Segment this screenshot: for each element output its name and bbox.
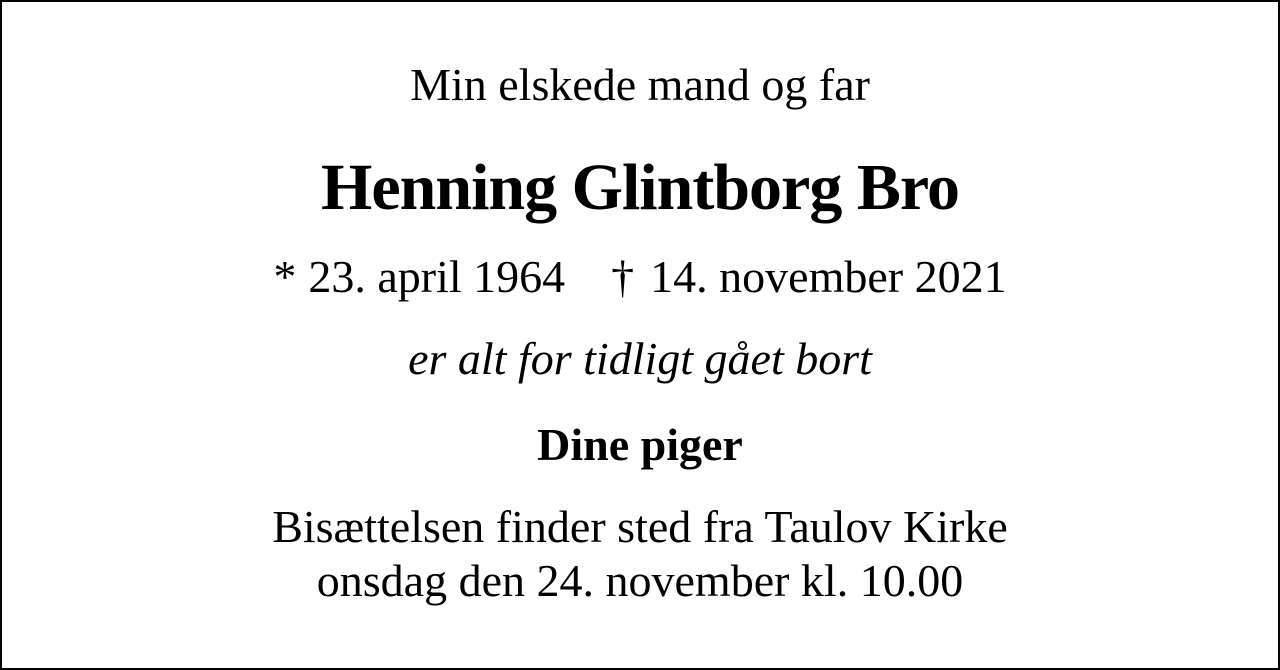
signature-line: Dine piger — [537, 419, 743, 470]
death-date: 14. november 2021 — [650, 251, 1007, 302]
death-dagger-symbol: † — [611, 251, 635, 302]
funeral-location-line: Bisættelsen finder sted fra Taulov Kirke — [272, 501, 1008, 552]
funeral-info — [272, 500, 1008, 608]
deceased-name: Henning Glintborg Bro — [321, 151, 959, 224]
dates-line — [273, 250, 1006, 304]
birth-symbol: * — [273, 251, 297, 302]
intro-line: Min elskede mand og far — [410, 59, 870, 110]
funeral-datetime-line: onsdag den 24. november kl. 10.00 — [316, 555, 964, 606]
birth-date: 23. april 1964 — [308, 251, 566, 302]
epitaph-line: er alt for tidligt gået bort — [408, 333, 872, 384]
